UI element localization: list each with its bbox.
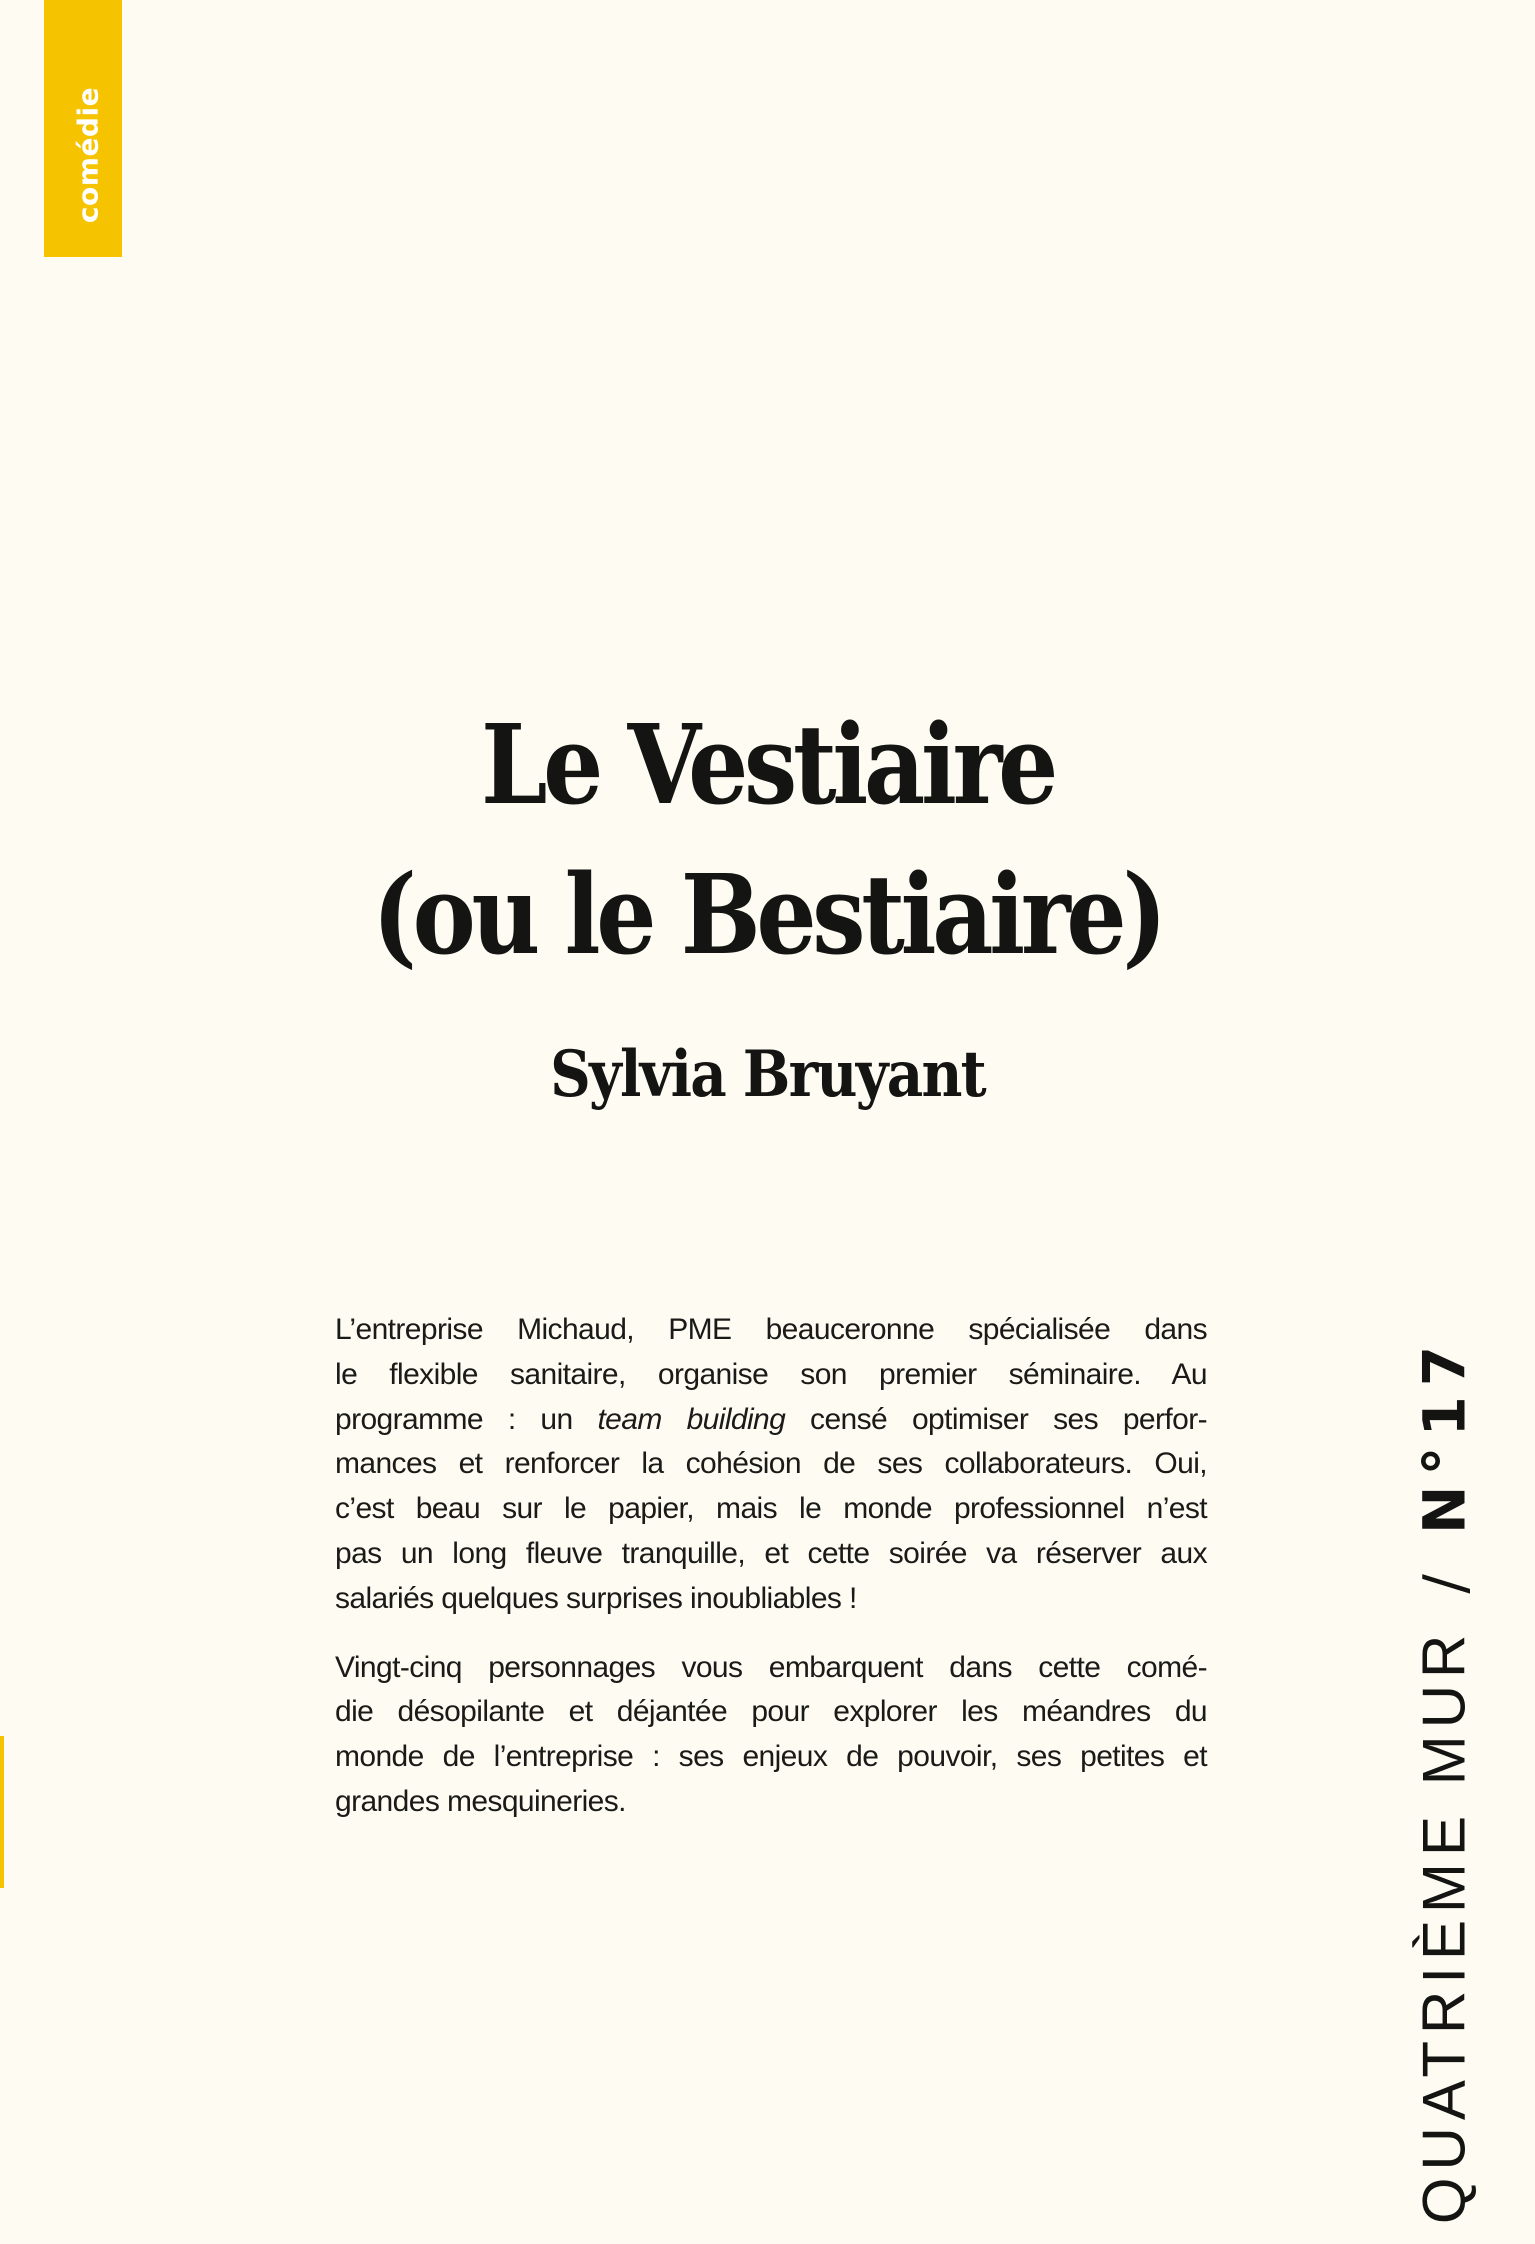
title-line-2: (ou le Bestiaire)	[372, 850, 1163, 979]
blurb-line: c’est beau sur le papier, mais le monde professionnel n’est	[335, 1492, 1207, 1526]
blurb-paragraph-2	[335, 1646, 1207, 1825]
blurb-line: die désopilante et déjantée pour explorer les méandres du	[335, 1695, 1207, 1729]
blurb-line: le flexible sanitaire, organise son premier séminaire. Au	[335, 1357, 1207, 1391]
series-number: N°17	[1410, 1335, 1479, 1535]
series-label	[1410, 1336, 1479, 2224]
series-separator: /	[1410, 1568, 1479, 1594]
genre-label: comédie	[71, 86, 105, 224]
blurb-line: L’entreprise Michaud, PME beauceronne spécialisée dans	[335, 1313, 1207, 1346]
blurb-line: Vingt-cinq personnages vous embarquent dans cette comé-	[335, 1650, 1207, 1684]
blurb-line: pas un long fleuve tranquille, et cette soirée va réserver aux	[335, 1536, 1207, 1570]
blurb-line: mances et renforcer la cohésion de ses collaborateurs. Oui,	[335, 1447, 1207, 1481]
blurb-paragraph-1	[335, 1308, 1207, 1622]
blurb-italic-term: team building	[597, 1402, 786, 1436]
blurb-line: monde de l’entreprise : ses enjeux de pouvoir, ses petites et	[335, 1740, 1207, 1774]
back-cover-blurb	[335, 1308, 1207, 1849]
blurb-line: grandes mesquineries.	[335, 1784, 626, 1818]
blurb-line	[335, 1398, 1207, 1443]
side-accent-mark	[0, 1736, 4, 1888]
blurb-text: censé optimiser ses perfor-	[785, 1402, 1207, 1436]
series-name: QUATRIÈME MUR	[1410, 1627, 1478, 2225]
book-title	[0, 690, 1535, 990]
title-line-1: Le Vestiaire	[480, 700, 1055, 829]
blurb-line: salariés quelques surprises inoubliables !	[335, 1581, 857, 1615]
blurb-text: programme : un	[335, 1402, 598, 1436]
author-name: Sylvia Bruyant	[550, 1037, 985, 1112]
